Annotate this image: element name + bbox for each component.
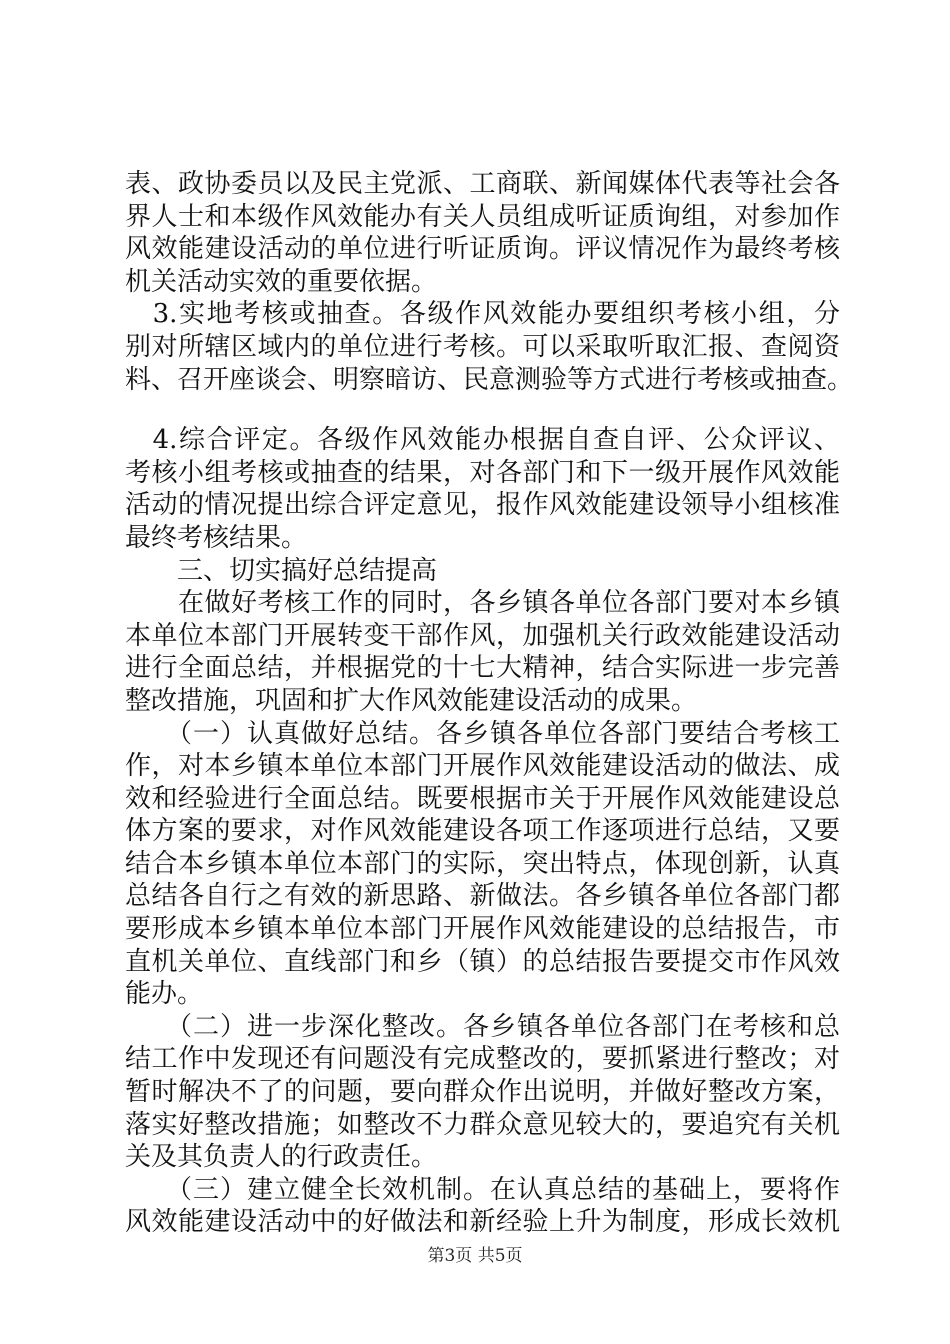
page-footer (0, 1245, 950, 1267)
text-line: 要形成本乡镇本单位本部门开展作风效能建设的总结报告，市 (125, 914, 840, 945)
paragraph-gap (125, 396, 840, 424)
text-line: 界人士和本级作风效能办有关人员组成听证质询组，对参加作 (125, 201, 840, 232)
text-line: 机关活动实效的重要依据。 (125, 266, 438, 297)
text-line: 本单位本部门开展转变干部作风，加强机关行政效能建设活动 (125, 620, 840, 651)
text-line: 体方案的要求，对作风效能建设各项工作逐项进行总结，又要 (125, 816, 840, 847)
text-line: 作，对本乡镇本单位本部门开展作风效能建设活动的做法、成 (125, 751, 840, 782)
text-line: 最终考核结果。 (125, 522, 308, 553)
text-line: 别对所辖区域内的单位进行考核。可以采取听取汇报、查阅资 (125, 331, 840, 362)
text-line: 3.实地考核或抽查。各级作风效能办要组织考核小组，分 (125, 299, 840, 330)
text-line: 结工作中发现还有问题没有完成整改的，要抓紧进行整改；对 (125, 1044, 840, 1075)
text-line: 总结各自行之有效的新思路、新做法。各乡镇各单位各部门都 (125, 881, 840, 912)
text-line: 效和经验进行全面总结。既要根据市关于开展作风效能建设总 (125, 783, 840, 814)
text-line: 落实好整改措施；如整改不力群众意见较大的，要追究有关机 (125, 1109, 840, 1140)
text-line: 暂时解决不了的问题，要向群众作出说明，并做好整改方案， (125, 1077, 840, 1108)
text-line: 直机关单位、直线部门和乡（镇）的总结报告要提交市作风效 (125, 946, 840, 977)
text-line: 表、政协委员以及民主党派、工商联、新闻媒体代表等社会各 (125, 169, 840, 199)
text-line: 活动的情况提出综合评定意见，报作风效能建设领导小组核准 (125, 490, 840, 521)
text-line: 风效能建设活动中的好做法和新经验上升为制度，形成长效机 (125, 1207, 840, 1238)
text-line: 结合本乡镇本单位本部门的实际，突出特点，体现创新，认真 (125, 848, 840, 879)
text-line: 风效能建设活动的单位进行听证质询。评议情况作为最终考核 (125, 234, 840, 265)
text-line: （三）建立健全长效机制。在认真总结的基础上，要将作 (125, 1174, 840, 1205)
text-line: 进行全面总结，并根据党的十七大精神，结合实际进一步完善 (125, 653, 840, 684)
text-line: 4.综合评定。各级作风效能办根据自查自评、公众评议、 (125, 425, 840, 456)
text-line: （二）进一步深化整改。各乡镇各单位各部门在考核和总 (125, 1011, 840, 1042)
text-line: 整改措施，巩固和扩大作风效能建设活动的成果。 (125, 685, 698, 716)
page-number: 第3页 共5页 (427, 1246, 523, 1266)
text-line: 在做好考核工作的同时，各乡镇各单位各部门要对本乡镇 (125, 588, 840, 619)
section-heading: 三、切实搞好总结提高 (125, 555, 438, 586)
text-line: 料、召开座谈会、明察暗访、民意测验等方式进行考核或抽查。 (125, 364, 854, 395)
text-line: 能办。 (125, 979, 204, 1010)
text-line: 关及其负责人的行政责任。 (125, 1142, 438, 1173)
text-line: （一）认真做好总结。各乡镇各单位各部门要结合考核工 (125, 718, 840, 749)
document-body (125, 168, 854, 1239)
text-line: 考核小组考核或抽查的结果，对各部门和下一级开展作风效能 (125, 457, 840, 488)
